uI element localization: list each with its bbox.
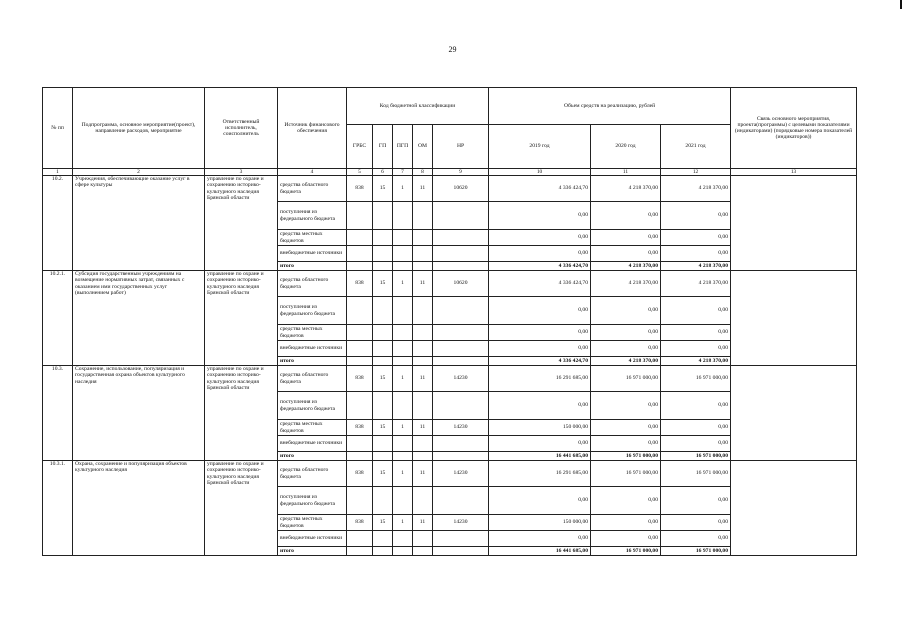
table-header (43, 88, 857, 176)
amount-2021-cell: 0,00 (661, 246, 731, 262)
nr-cell: 10620 (433, 271, 489, 297)
funding-source: средства местных бюджетов (278, 515, 347, 531)
nr-cell (433, 325, 489, 341)
pgp-cell (393, 392, 413, 420)
pgp-cell (393, 487, 413, 515)
header-pgp: ПГП (393, 125, 413, 169)
column-number: 5 (347, 169, 373, 176)
amount-2021-cell: 0,00 (661, 341, 731, 357)
funding-source: поступления из федерального бюджета (278, 487, 347, 515)
amount-2021-cell: 0,00 (661, 436, 731, 452)
om-cell: 11 (413, 271, 433, 297)
grbs-cell (347, 547, 373, 556)
om-cell (413, 487, 433, 515)
column-number: 2 (73, 169, 205, 176)
pgp-cell: 1 (393, 420, 413, 436)
nr-cell: 14230 (433, 461, 489, 487)
grbs-cell (347, 246, 373, 262)
gp-cell (373, 531, 393, 547)
amount-2021-cell: 16 971 000,00 (661, 452, 731, 461)
amount-2020-cell: 0,00 (591, 515, 661, 531)
nr-cell (433, 202, 489, 230)
pgp-cell: 1 (393, 176, 413, 202)
header-grbs: ГРБС (347, 125, 373, 169)
responsible-executor: управление по охране и сохранению историко-культурного наследия Брянской области (205, 176, 278, 271)
pgp-cell (393, 547, 413, 556)
header-nr: НР (433, 125, 489, 169)
om-cell: 11 (413, 366, 433, 392)
amount-2019-cell: 0,00 (489, 202, 591, 230)
amount-2019-cell: 0,00 (489, 297, 591, 325)
table-row (43, 366, 857, 392)
nr-cell (433, 436, 489, 452)
om-cell (413, 357, 433, 366)
pgp-cell (393, 357, 413, 366)
nr-cell (433, 341, 489, 357)
gp-cell (373, 325, 393, 341)
grbs-cell: 838 (347, 271, 373, 297)
amount-2019-cell: 0,00 (489, 230, 591, 246)
grbs-cell (347, 357, 373, 366)
responsible-executor: управление по охране и сохранению историко-культурного наследия Брянской области (205, 271, 278, 366)
grbs-cell (347, 392, 373, 420)
column-number: 12 (661, 169, 731, 176)
header-budget-code: Код бюджетной классификации (347, 88, 489, 125)
amount-2020-cell: 4 218 370,00 (591, 262, 661, 271)
pgp-cell: 1 (393, 515, 413, 531)
amount-2019-cell: 16 291 685,00 (489, 461, 591, 487)
amount-2020-cell: 0,00 (591, 531, 661, 547)
header-no: № пп (43, 88, 73, 169)
funding-source: поступления из федерального бюджета (278, 297, 347, 325)
header-responsible: Ответственный исполнитель, соисполнитель (205, 88, 278, 169)
nr-cell: 14230 (433, 420, 489, 436)
scan-edge-mark (900, 0, 902, 9)
amount-2021-cell: 0,00 (661, 325, 731, 341)
pgp-cell (393, 531, 413, 547)
amount-2021-cell: 0,00 (661, 487, 731, 515)
column-number: 13 (731, 169, 857, 176)
grbs-cell (347, 202, 373, 230)
gp-cell (373, 392, 393, 420)
om-cell (413, 392, 433, 420)
funding-source: внебюджетные источники (278, 246, 347, 262)
funding-source: итого (278, 452, 347, 461)
nr-cell (433, 487, 489, 515)
gp-cell (373, 436, 393, 452)
nr-cell (433, 262, 489, 271)
pgp-cell (393, 202, 413, 230)
nr-cell (433, 452, 489, 461)
amount-2021-cell: 16 971 000,00 (661, 366, 731, 392)
amount-2019-cell: 150 000,00 (489, 515, 591, 531)
gp-cell (373, 487, 393, 515)
gp-cell (373, 452, 393, 461)
header-source: Источник финансового обеспечения (278, 88, 347, 169)
column-number: 1 (43, 169, 73, 176)
grbs-cell (347, 230, 373, 246)
nr-cell: 14230 (433, 366, 489, 392)
amount-2021-cell: 16 971 000,00 (661, 547, 731, 556)
header-gp: ГП (373, 125, 393, 169)
indicator-link-cell (731, 461, 857, 556)
om-cell (413, 297, 433, 325)
amount-2020-cell: 0,00 (591, 297, 661, 325)
nr-cell (433, 246, 489, 262)
amount-2021-cell: 4 218 370,00 (661, 357, 731, 366)
pgp-cell (393, 297, 413, 325)
amount-2019-cell: 150 000,00 (489, 420, 591, 436)
amount-2019-cell: 0,00 (489, 531, 591, 547)
amount-2020-cell: 0,00 (591, 325, 661, 341)
pgp-cell (393, 262, 413, 271)
amount-2019-cell: 16 441 685,00 (489, 452, 591, 461)
pgp-cell (393, 230, 413, 246)
amount-2020-cell: 16 971 000,00 (591, 366, 661, 392)
column-number: 7 (393, 169, 413, 176)
funding-source: средства местных бюджетов (278, 230, 347, 246)
amount-2020-cell: 0,00 (591, 436, 661, 452)
pgp-cell (393, 325, 413, 341)
gp-cell: 15 (373, 176, 393, 202)
activity-name: Субсидия государственным учреждениям на возмещение нормативных затрат, связанных с оказанием ими государственных услуг (выполнением работ) (73, 271, 205, 366)
gp-cell (373, 202, 393, 230)
grbs-cell (347, 531, 373, 547)
row-number: 10.2. (43, 176, 73, 271)
om-cell (413, 262, 433, 271)
nr-cell (433, 297, 489, 325)
grbs-cell (347, 325, 373, 341)
activity-name: Сохранение, использование, популяризация и государственная охрана объектов культурного наследия (73, 366, 205, 461)
nr-cell (433, 392, 489, 420)
amount-2019-cell: 0,00 (489, 392, 591, 420)
amount-2020-cell: 0,00 (591, 392, 661, 420)
funding-source: средства местных бюджетов (278, 420, 347, 436)
grbs-cell (347, 341, 373, 357)
gp-cell: 15 (373, 366, 393, 392)
om-cell (413, 202, 433, 230)
indicator-link-cell (731, 176, 857, 271)
amount-2020-cell: 0,00 (591, 230, 661, 246)
grbs-cell: 838 (347, 461, 373, 487)
nr-cell (433, 230, 489, 246)
budget-table (42, 87, 857, 556)
grbs-cell: 838 (347, 176, 373, 202)
column-number: 6 (373, 169, 393, 176)
amount-2020-cell: 4 218 370,00 (591, 176, 661, 202)
amount-2021-cell: 4 218 370,00 (661, 271, 731, 297)
pgp-cell: 1 (393, 271, 413, 297)
grbs-cell (347, 487, 373, 515)
gp-cell: 15 (373, 515, 393, 531)
pgp-cell: 1 (393, 366, 413, 392)
column-number: 8 (413, 169, 433, 176)
amount-2019-cell: 0,00 (489, 436, 591, 452)
amount-2019-cell: 0,00 (489, 487, 591, 515)
funding-source: итого (278, 262, 347, 271)
header-2019: 2019 год (489, 125, 591, 169)
nr-cell (433, 547, 489, 556)
gp-cell (373, 246, 393, 262)
amount-2021-cell: 0,00 (661, 230, 731, 246)
funding-source: средства местных бюджетов (278, 325, 347, 341)
nr-cell (433, 531, 489, 547)
column-number: 11 (591, 169, 661, 176)
row-number: 10.2.1. (43, 271, 73, 366)
gp-cell (373, 341, 393, 357)
amount-2021-cell: 4 218 370,00 (661, 176, 731, 202)
amount-2020-cell: 4 218 370,00 (591, 357, 661, 366)
gp-cell: 15 (373, 461, 393, 487)
pgp-cell (393, 341, 413, 357)
amount-2019-cell: 4 336 424,70 (489, 176, 591, 202)
om-cell (413, 246, 433, 262)
amount-2021-cell: 0,00 (661, 515, 731, 531)
grbs-cell: 838 (347, 420, 373, 436)
responsible-executor: управление по охране и сохранению историко-культурного наследия Брянской области (205, 366, 278, 461)
header-name: Подпрограмма, основное мероприятие(проект), направление расходов, мероприятие (73, 88, 205, 169)
header-2020: 2020 год (591, 125, 661, 169)
funding-source: внебюджетные источники (278, 341, 347, 357)
header-2021: 2021 год (661, 125, 731, 169)
row-number: 10.3.1. (43, 461, 73, 556)
om-cell (413, 531, 433, 547)
amount-2020-cell: 0,00 (591, 420, 661, 436)
amount-2019-cell: 0,00 (489, 341, 591, 357)
table-row (43, 461, 857, 487)
amount-2021-cell: 0,00 (661, 531, 731, 547)
header-volume: Объем средств на реализацию, рублей (489, 88, 731, 125)
amount-2021-cell: 4 218 370,00 (661, 262, 731, 271)
grbs-cell (347, 436, 373, 452)
om-cell: 11 (413, 420, 433, 436)
funding-source: средства областного бюджета (278, 366, 347, 392)
table-row (43, 271, 857, 297)
header-om: ОМ (413, 125, 433, 169)
column-number: 9 (433, 169, 489, 176)
gp-cell (373, 230, 393, 246)
funding-source: итого (278, 547, 347, 556)
indicator-link-cell (731, 366, 857, 461)
om-cell (413, 436, 433, 452)
om-cell (413, 230, 433, 246)
nr-cell (433, 357, 489, 366)
column-number: 4 (278, 169, 347, 176)
table-body (43, 176, 857, 556)
header-indicator-link: Связь основного мероприятия, проекта(программы) с целевыми показателями (индикаторами) (порядковые номера показателей (индикаторов)) (731, 88, 857, 169)
amount-2019-cell: 16 291 685,00 (489, 366, 591, 392)
responsible-executor: управление по охране и сохранению историко-культурного наследия Брянской области (205, 461, 278, 556)
amount-2019-cell: 0,00 (489, 246, 591, 262)
amount-2020-cell: 16 971 000,00 (591, 452, 661, 461)
amount-2021-cell: 0,00 (661, 297, 731, 325)
om-cell (413, 341, 433, 357)
nr-cell: 14230 (433, 515, 489, 531)
funding-source: средства областного бюджета (278, 461, 347, 487)
amount-2021-cell: 0,00 (661, 420, 731, 436)
grbs-cell: 838 (347, 515, 373, 531)
column-number: 10 (489, 169, 591, 176)
funding-source: поступления из федерального бюджета (278, 202, 347, 230)
activity-name: Учреждения, обеспечивающие оказание услуг в сфере культуры (73, 176, 205, 271)
gp-cell: 15 (373, 420, 393, 436)
grbs-cell (347, 297, 373, 325)
om-cell: 11 (413, 461, 433, 487)
amount-2019-cell: 16 441 685,00 (489, 547, 591, 556)
pgp-cell (393, 452, 413, 461)
funding-source: внебюджетные источники (278, 436, 347, 452)
amount-2020-cell: 0,00 (591, 487, 661, 515)
grbs-cell: 838 (347, 366, 373, 392)
amount-2020-cell: 0,00 (591, 246, 661, 262)
indicator-link-cell (731, 271, 857, 366)
column-number-row (43, 169, 857, 176)
pgp-cell (393, 246, 413, 262)
table-row (43, 176, 857, 202)
gp-cell (373, 297, 393, 325)
amount-2019-cell: 4 336 424,70 (489, 271, 591, 297)
amount-2019-cell: 4 336 424,70 (489, 357, 591, 366)
gp-cell (373, 547, 393, 556)
pgp-cell: 1 (393, 461, 413, 487)
amount-2020-cell: 4 218 370,00 (591, 271, 661, 297)
funding-source: внебюджетные источники (278, 531, 347, 547)
grbs-cell (347, 452, 373, 461)
amount-2021-cell: 0,00 (661, 392, 731, 420)
funding-source: средства областного бюджета (278, 271, 347, 297)
nr-cell: 10620 (433, 176, 489, 202)
gp-cell (373, 262, 393, 271)
amount-2021-cell: 0,00 (661, 202, 731, 230)
column-number: 3 (205, 169, 278, 176)
amount-2020-cell: 0,00 (591, 341, 661, 357)
amount-2020-cell: 16 971 000,00 (591, 547, 661, 556)
funding-source: итого (278, 357, 347, 366)
om-cell (413, 325, 433, 341)
activity-name: Охрана, сохранение и популяризация объектов культурного наследия (73, 461, 205, 556)
amount-2020-cell: 16 971 000,00 (591, 461, 661, 487)
amount-2021-cell: 16 971 000,00 (661, 461, 731, 487)
funding-source: средства областного бюджета (278, 176, 347, 202)
gp-cell (373, 357, 393, 366)
om-cell (413, 547, 433, 556)
om-cell (413, 452, 433, 461)
om-cell: 11 (413, 176, 433, 202)
funding-source: поступления из федерального бюджета (278, 392, 347, 420)
grbs-cell (347, 262, 373, 271)
amount-2019-cell: 4 336 424,70 (489, 262, 591, 271)
amount-2020-cell: 0,00 (591, 202, 661, 230)
page-number: 29 (448, 45, 457, 54)
pgp-cell (393, 436, 413, 452)
amount-2019-cell: 0,00 (489, 325, 591, 341)
gp-cell: 15 (373, 271, 393, 297)
row-number: 10.3. (43, 366, 73, 461)
om-cell: 11 (413, 515, 433, 531)
